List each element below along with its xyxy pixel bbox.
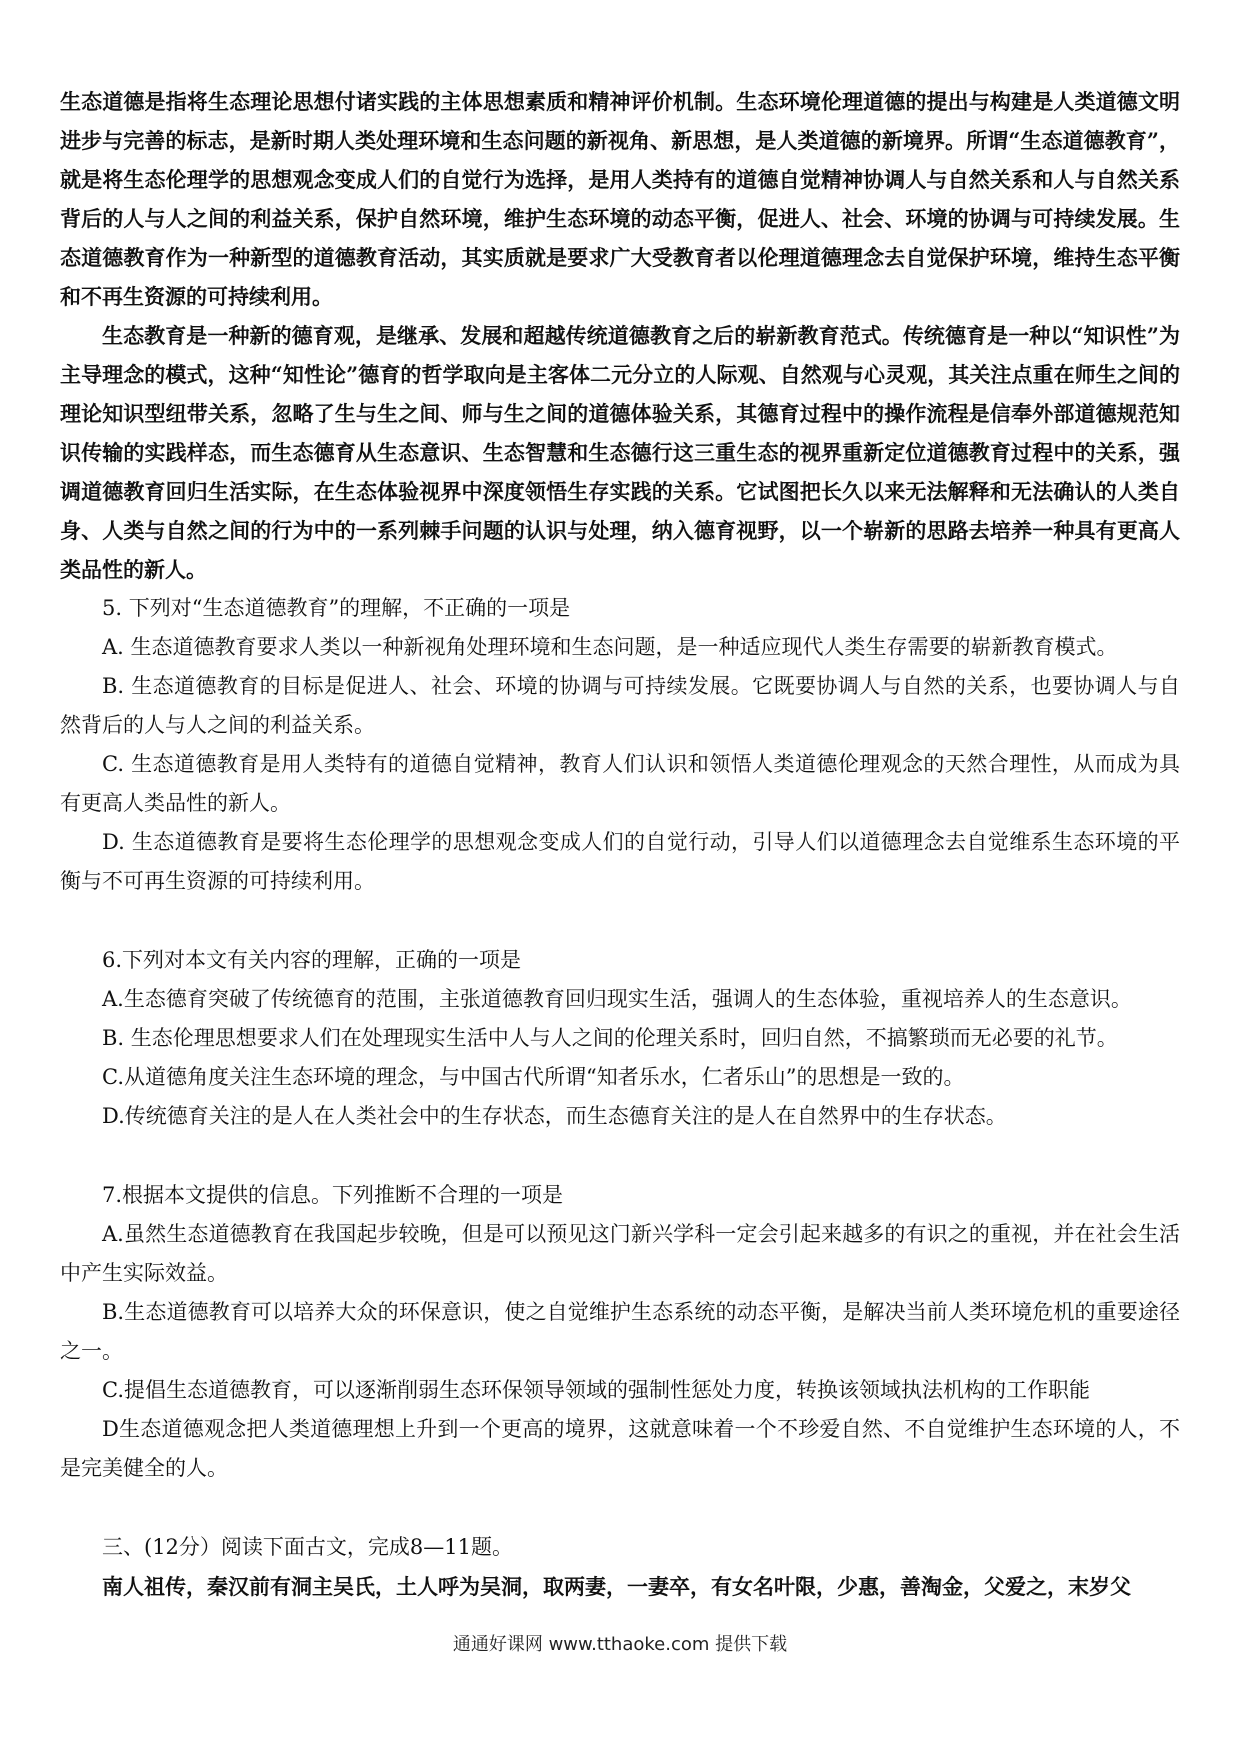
question-5-option-b: B. 生态道德教育的目标是促进人、社会、环境的协调与可持续发展。它既要协调人与自然的关系，也要协调人与自然背后的人与人之间的利益关系。 bbox=[60, 674, 1180, 737]
question-5 bbox=[60, 589, 1180, 901]
question-7-option-c: C.提倡生态道德教育，可以逐渐削弱生态环保领导领域的强制性惩处力度，转换该领域执法机构的工作职能 bbox=[102, 1378, 1090, 1402]
question-5-option-c: C. 生态道德教育是用人类特有的道德自觉精神，教育人们认识和领悟人类道德伦理观念的天然合理性，从而成为具有更高人类品性的新人。 bbox=[60, 752, 1180, 815]
question-5-stem: 5. 下列对“生态道德教育”的理解，不正确的一项是 bbox=[102, 596, 571, 620]
question-5-option-d: D. 生态道德教育是要将生态伦理学的思想观念变成人们的自觉行动，引导人们以道德理念去自觉维系生态环境的平衡与不可再生资源的可持续利用。 bbox=[60, 830, 1180, 893]
question-7-option-a: A.虽然生态道德教育在我国起步较晚，但是可以预见这门新兴学科一定会引起来越多的有识之的重视，并在社会生活中产生实际效益。 bbox=[60, 1222, 1180, 1285]
passage-paragraph-2: 生态教育是一种新的德育观，是继承、发展和超越传统道德教育之后的崭新教育范式。传统德育是一种以“知识性”为主导理念的模式，这种“知性论”德育的哲学取向是主客体二元分立的人际观、自然观与心灵观，其关注点重在师生之间的理论知识型纽带关系，忽略了生与生之间、师与生之间的道德体验关系，其德育过程中的操作流程是信奉外部道德规范知识传输的实践样态，而生态德育从生态意识、生态智慧和生态德行这三重生态的视界重新定位道德教育过程中的关系，强调道德教育回归生活实际，在生态体验视界中深度领悟生存实践的关系。它试图把长久以来无法解释和无法确认的人类自身、人类与自然之间的行为中的一系列棘手问题的认识与处理，纳入德育视野，以一个崭新的思路去培养一种具有更高人类品性的新人。 bbox=[60, 323, 1180, 582]
spacer bbox=[60, 1136, 1180, 1176]
question-6-stem: 6.下列对本文有关内容的理解，正确的一项是 bbox=[102, 948, 522, 972]
spacer bbox=[60, 1488, 1180, 1528]
document-body bbox=[60, 82, 1180, 1606]
question-7-option-d: D生态道德观念把人类道德理想上升到一个更高的境界，这就意味着一个不珍爱自然、不自觉维护生态环境的人，不是完美健全的人。 bbox=[60, 1417, 1180, 1480]
question-6-option-c: C.从道德角度关注生态环境的理念，与中国古代所谓“知者乐水，仁者乐山”的思想是一致的。 bbox=[102, 1065, 965, 1089]
question-6-option-d: D.传统德育关注的是人在人类社会中的生存状态，而生态德育关注的是人在自然界中的生存状态。 bbox=[102, 1104, 1007, 1128]
question-7-stem: 7.根据本文提供的信息。下列推断不合理的一项是 bbox=[102, 1183, 564, 1207]
section-3-classical-text: 南人祖传，秦汉前有洞主吴氏，土人呼为吴洞，取两妻，一妻卒，有女名叶限，少惠，善淘金，父爱之，末岁父 bbox=[102, 1574, 1131, 1599]
question-6-option-a: A.生态德育突破了传统德育的范围，主张道德教育回归现实生活，强调人的生态体验，重视培养人的生态意识。 bbox=[102, 987, 1132, 1011]
section-3 bbox=[60, 1528, 1180, 1606]
section-3-heading: 三、(12分）阅读下面古文，完成8—11题。 bbox=[102, 1535, 513, 1559]
question-7 bbox=[60, 1176, 1180, 1488]
question-6-option-b: B. 生态伦理思想要求人们在处理现实生活中人与人之间的伦理关系时，回归自然，不搞繁琐而无必要的礼节。 bbox=[102, 1026, 1118, 1050]
page-footer: 通通好课网 www.tthaoke.com 提供下载 bbox=[452, 1634, 788, 1655]
question-5-option-a: A. 生态道德教育要求人类以一种新视角处理环境和生态问题，是一种适应现代人类生存需要的崭新教育模式。 bbox=[102, 635, 1118, 659]
question-7-option-b: B.生态道德教育可以培养大众的环保意识，使之自觉维护生态系统的动态平衡，是解决当前人类环境危机的重要途径之一。 bbox=[60, 1300, 1180, 1363]
passage-paragraph-1: 生态道德是指将生态理论思想付诸实践的主体思想素质和精神评价机制。生态环境伦理道德的提出与构建是人类道德文明进步与完善的标志，是新时期人类处理环境和生态问题的新视角、新思想，是人类道德的新境界。所谓“生态道德教育”，就是将生态伦理学的思想观念变成人们的自觉行为选择，是用人类持有的道德自觉精神协调人与自然关系和人与自然关系背后的人与人之间的利益关系，保护自然环境，维护生态环境的动态平衡，促进人、社会、环境的协调与可持续发展。生态道德教育作为一种新型的道德教育活动，其实质就是要求广大受教育者以伦理道德理念去自觉保护环境，维持生态平衡和不再生资源的可持续利用。 bbox=[60, 89, 1180, 309]
spacer bbox=[60, 901, 1180, 941]
question-6 bbox=[60, 941, 1180, 1136]
